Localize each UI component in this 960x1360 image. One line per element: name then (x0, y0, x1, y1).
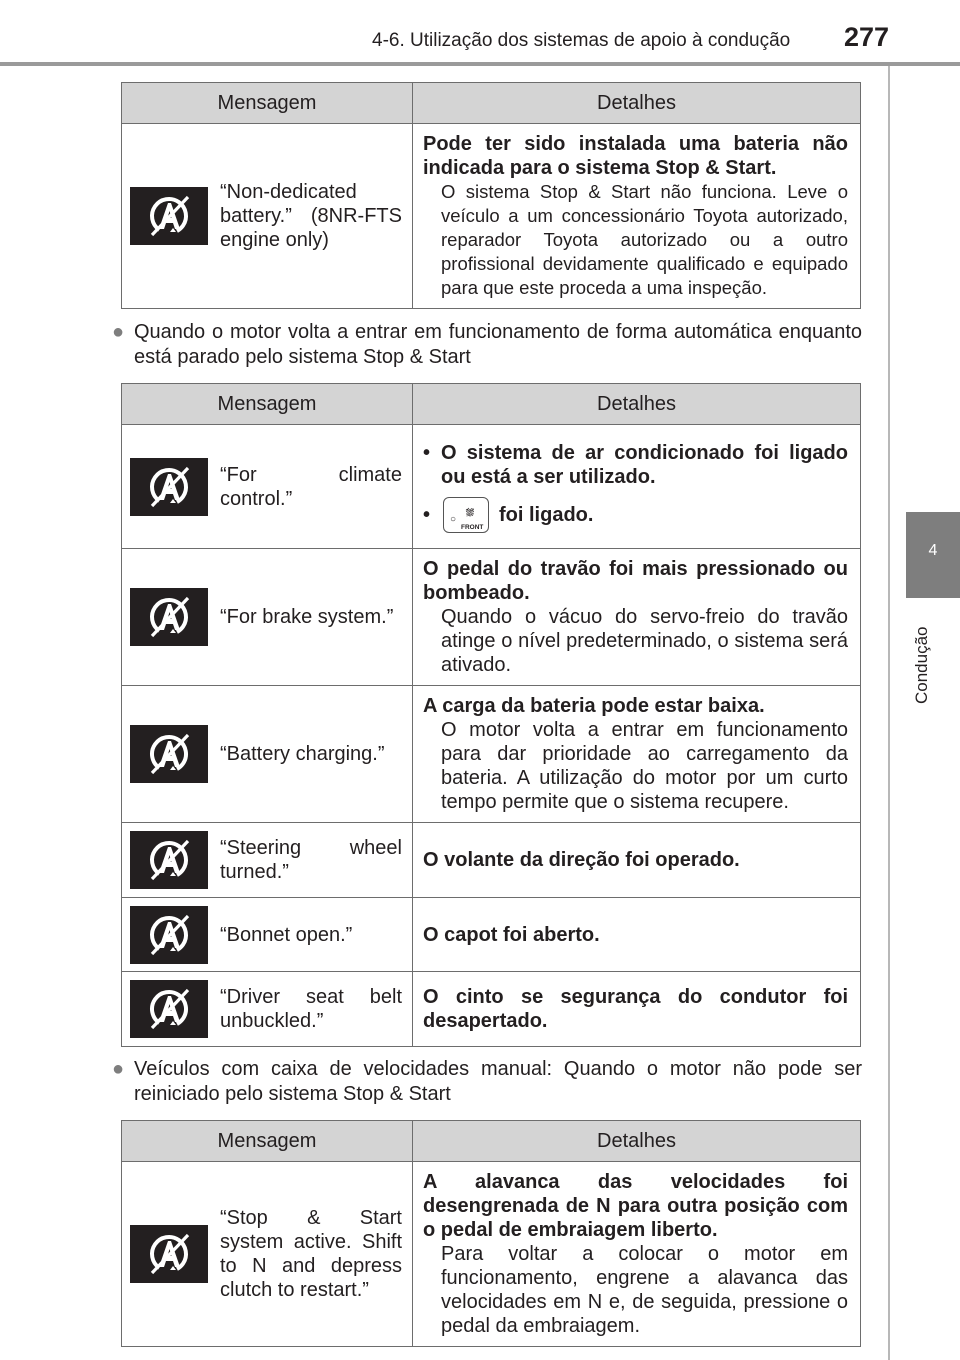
col-header-details: Detalhes (413, 83, 861, 124)
message-table-3 (121, 1120, 861, 1347)
stop-start-disabled-icon (130, 725, 208, 783)
details-cell (413, 1162, 861, 1347)
table-row (122, 972, 861, 1047)
message-text: “Battery charging.” (220, 743, 385, 765)
detail-text: O motor volta a entrar em funcionamento para dar prioridade ao carregamento da bateria. A utilização do motor por um curto tempo permite que o sistema recupere. (441, 719, 848, 813)
detail-heading: O volante da direção foi operado. (423, 849, 740, 871)
message-text: “Bonnet open.” (220, 923, 353, 946)
detail-bullet-text: foi ligado. (499, 503, 594, 526)
message-cell (122, 898, 413, 972)
col-header-message: Mensagem (122, 1121, 413, 1162)
details-cell (413, 549, 861, 686)
col-header-message: Mensagem (122, 384, 413, 425)
message-text: “Steering wheel turned.” (220, 837, 402, 883)
message-cell (122, 972, 413, 1047)
detail-heading: Pode ter sido instalada uma bateria não indicada para o sistema Stop & Start. (423, 133, 848, 179)
margin-rule (888, 66, 890, 1360)
message-cell (122, 124, 413, 309)
col-header-details: Detalhes (413, 384, 861, 425)
detail-heading: O pedal do travão foi mais pressionado ou bombeado. (423, 558, 848, 604)
message-cell (122, 425, 413, 549)
table-row (122, 425, 861, 549)
details-cell (413, 686, 861, 823)
message-text: “Driver seat belt unbuckled.” (220, 986, 402, 1032)
detail-bullet: • ○ ⛆ FRONT foi ligado. (423, 497, 848, 533)
message-table-1 (121, 82, 861, 309)
stop-start-disabled-icon (130, 980, 208, 1038)
paragraph-text: Veículos com caixa de velocidades manual: Quando o motor não pode ser reiniciado pelo sistema Stop & Start (134, 1058, 862, 1105)
stop-start-disabled-icon (130, 187, 208, 245)
detail-heading: O cinto se segurança do condutor foi desapertado. (423, 986, 848, 1032)
details-cell (413, 823, 861, 898)
details-cell (413, 898, 861, 972)
message-cell (122, 823, 413, 898)
detail-bullet: • O sistema de ar condicionado foi ligado ou está a ser utilizado. (423, 441, 848, 488)
section-title: 4-6. Utilização dos sistemas de apoio à condução (372, 30, 791, 51)
stop-start-disabled-icon (130, 1225, 208, 1283)
stop-start-disabled-icon (130, 906, 208, 964)
details-cell (413, 972, 861, 1047)
detail-heading: A alavanca das velocidades foi desengrenada de N para outra posição com o pedal de embraiagem liberto. (423, 1171, 848, 1241)
details-cell (413, 124, 861, 309)
detail-text: Quando o vácuo do servo-freio do travão atinge o nível predeterminado, o sistema será ativado. (441, 606, 848, 676)
chapter-tab (906, 512, 960, 598)
table-row (122, 124, 861, 309)
header-rule (0, 62, 960, 66)
chapter-label-wrap (912, 606, 936, 716)
table-row (122, 898, 861, 972)
stop-start-disabled-icon (130, 831, 208, 889)
table-row (122, 686, 861, 823)
bullet-paragraph (112, 1057, 862, 1107)
message-text: “Stop & Start system active. Shift to N and depress clutch to restart.” (220, 1207, 402, 1301)
chapter-number: 4 (928, 542, 938, 559)
chapter-label: Condução (912, 626, 931, 704)
bullet-dot-icon: ● (112, 321, 125, 343)
detail-text: O sistema Stop & Start não funciona. Leve o veículo a um concessionário Toyota autorizado, reparador Toyota autorizado ou a outro profissional devidamente qualificado e equipado para que este proceda a uma inspeção. (441, 181, 848, 298)
message-text: “For brake system.” (220, 606, 394, 628)
message-text: “Non-dedicated battery.” (8NR-FTS engine only) (220, 181, 402, 251)
message-cell (122, 686, 413, 823)
page-number: 277 (844, 22, 890, 52)
stop-start-disabled-icon (130, 458, 208, 516)
paragraph-text: Quando o motor volta a entrar em funcionamento de forma automática enquanto está parado pelo sistema Stop & Start (134, 321, 862, 368)
message-cell (122, 1162, 413, 1347)
bullet-paragraph (112, 320, 862, 370)
details-cell (413, 425, 861, 549)
col-header-details: Detalhes (413, 1121, 861, 1162)
detail-heading: O capot foi aberto. (423, 923, 600, 946)
table-row (122, 1162, 861, 1347)
detail-heading: A carga da bateria pode estar baixa. (423, 695, 765, 717)
stop-start-disabled-icon (130, 588, 208, 646)
table-row (122, 549, 861, 686)
col-header-message: Mensagem (122, 83, 413, 124)
bullet-dot-icon: ● (112, 1058, 125, 1080)
front-defogger-button-icon: ○ ⛆ FRONT (443, 497, 489, 533)
message-text: “For climate control.” (220, 463, 402, 510)
detail-text: Para voltar a colocar o motor em funcionamento, engrene a alavanca das velocidades em N e, de seguida, pressione o pedal da embraiagem. (441, 1243, 848, 1337)
message-table-2 (121, 383, 861, 1047)
message-cell (122, 549, 413, 686)
table-row (122, 823, 861, 898)
detail-bullet-text: O sistema de ar condicionado foi ligado ou está a ser utilizado. (441, 441, 848, 488)
